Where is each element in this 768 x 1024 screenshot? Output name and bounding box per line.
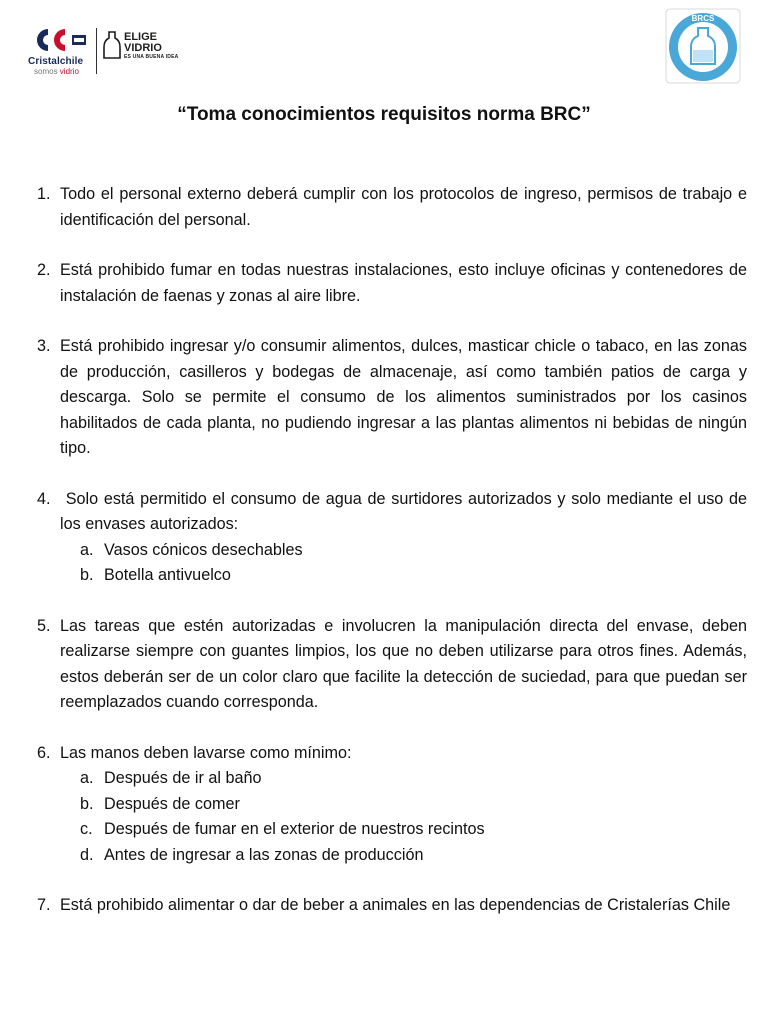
item-number: 4. xyxy=(37,489,51,508)
sub-item-letter: a. xyxy=(80,540,94,559)
sub-item-a xyxy=(60,766,747,792)
sub-item-text: Vasos cónicos desechables xyxy=(104,540,303,559)
sub-list xyxy=(60,538,747,589)
cristalchile-logo-name: Cristalchile xyxy=(28,56,84,67)
item-text: Está prohibido ingresar y/o consumir alimentos, dulces, masticar chicle o tabaco, en las zonas de producción, casilleros y bodegas de almacenaje, así como también patios de carga y descarga. Solo se permite el consumo de los alimentos suministrados por los casinos habilitados de cada planta, no pudiendo ingresar a las plantas alimentos ni bebidas de ningún tipo. xyxy=(60,337,747,457)
requirement-item-2 xyxy=(37,258,747,309)
item-number: 3. xyxy=(37,337,51,355)
item-number: 6. xyxy=(37,743,51,762)
item-text: Está prohibido fumar en todas nuestras instalaciones, esto incluye oficinas y contenedores de instalación de faenas y zonas al aire libre. xyxy=(60,261,747,305)
requirement-item-3 xyxy=(37,334,747,462)
item-text: Está prohibido alimentar o dar de beber a animales en las dependencias de Cristalerías Chile xyxy=(60,896,731,914)
document-title: “Toma conocimientos requisitos norma BRC” xyxy=(177,104,591,125)
requirements-list xyxy=(37,182,752,944)
cristalchile-logo-tagline: somos vidrio xyxy=(34,67,79,76)
sub-list xyxy=(60,766,747,868)
elige-vidrio-logo xyxy=(102,30,179,70)
item-number: 1. xyxy=(37,185,51,203)
sub-item-b xyxy=(60,792,747,818)
item-number: 5. xyxy=(37,616,51,635)
requirement-item-6 xyxy=(37,741,747,869)
item-text: Todo el personal externo deberá cumplir con los protocolos de ingreso, permisos de trabajo e identificación del personal. xyxy=(60,185,747,229)
requirement-item-7 xyxy=(37,893,747,919)
item-number: 2. xyxy=(37,261,51,279)
item-number: 7. xyxy=(37,896,51,914)
sub-item-letter: b. xyxy=(80,566,94,584)
brcs-certification-logo xyxy=(663,6,743,86)
requirement-item-5 xyxy=(37,614,747,716)
sub-item-text: Después de fumar en el exterior de nuestros recintos xyxy=(104,820,485,838)
sub-item-letter: d. xyxy=(80,845,94,864)
sub-item-letter: a. xyxy=(80,769,94,787)
document-header xyxy=(0,0,768,90)
sub-item-text: Después de comer xyxy=(104,794,240,813)
sub-item-letter: b. xyxy=(80,794,94,813)
sub-item-text: Antes de ingresar a las zonas de producción xyxy=(104,845,424,864)
requirement-item-1 xyxy=(37,182,747,233)
item-text: Las tareas que estén autorizadas e involucren la manipulación directa del envase, deben realizarse siempre con guantes limpios, los que no deben utilizarse para otros fines. Además, estos deberán ser de un color claro que facilite la detección de suciedad, para que puedan ser reemplazados cuando corresponda. xyxy=(60,616,747,711)
elige-tagline: ES UNA BUENA IDEA xyxy=(124,54,179,60)
cristalchile-logo xyxy=(28,26,98,76)
elige-line-1: ELIGE xyxy=(124,31,158,43)
sub-item-b xyxy=(60,563,747,589)
cristalchile-mark-icon xyxy=(28,26,90,54)
requirement-item-4 xyxy=(37,487,752,589)
sub-item-text: Botella antivuelco xyxy=(104,566,231,584)
sub-item-c xyxy=(60,817,747,843)
brcs-seal-label: BRCS xyxy=(691,14,715,23)
item-text: Las manos deben lavarse como mínimo: xyxy=(60,743,352,762)
sub-item-d xyxy=(60,843,747,869)
item-text: Solo está permitido el consumo de agua de surtidores autorizados y solo mediante el uso de los envases autorizados: xyxy=(60,489,752,533)
sub-item-text: Después de ir al baño xyxy=(104,769,262,787)
brcs-seal-icon xyxy=(663,6,743,86)
sub-item-a xyxy=(60,538,747,564)
logo-divider xyxy=(96,28,97,74)
bottle-outline-icon xyxy=(102,30,122,60)
sub-item-letter: c. xyxy=(80,820,93,838)
elige-line-2: VIDRIO xyxy=(124,42,162,54)
